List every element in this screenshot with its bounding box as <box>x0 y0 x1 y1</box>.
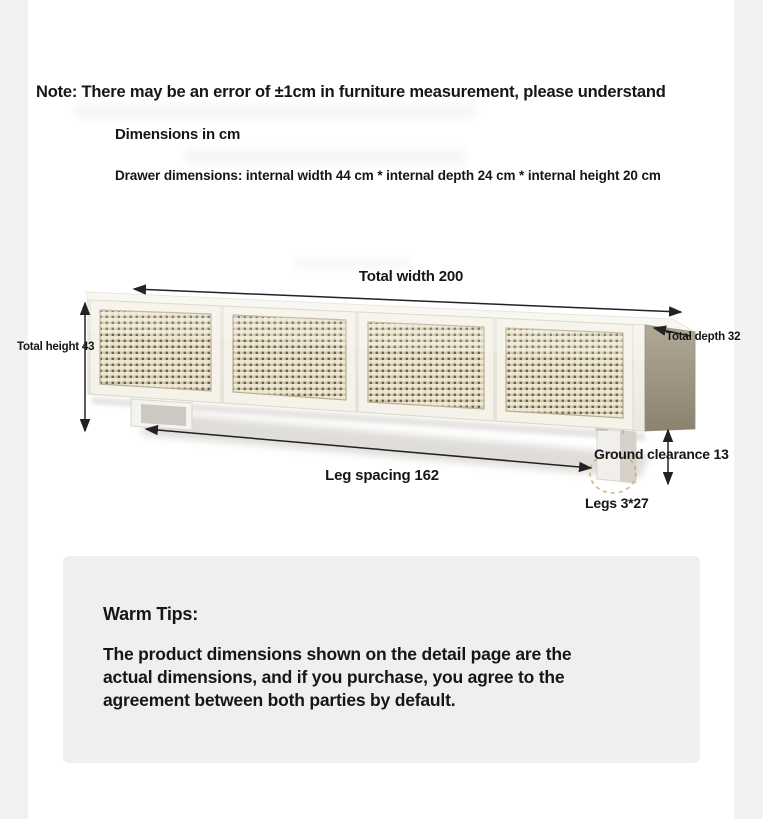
leg-spacing-label: Leg spacing 162 <box>325 467 439 484</box>
total-height-label: Total height 43 <box>17 341 95 353</box>
left-leg <box>131 399 192 430</box>
warm-tips-heading: Warm Tips: <box>103 604 199 624</box>
warm-tips-line: agreement between both parties by default. <box>103 690 456 710</box>
measurement-note: Note: There may be an error of ±1cm in furniture measurement, please understand <box>36 83 666 101</box>
warm-tips-line: actual dimensions, and if you purchase, you agree to the <box>103 667 565 687</box>
warm-tips-line: The product dimensions shown on the detail page are the <box>103 644 572 664</box>
dimensions-unit-label: Dimensions in cm <box>115 126 241 143</box>
total-depth-label: Total depth 32 <box>666 331 741 343</box>
legs-size-label: Legs 3*27 <box>585 495 649 511</box>
ground-clearance-label: Ground clearance 13 <box>594 446 729 462</box>
warm-tips-box <box>63 556 700 763</box>
total-width-label: Total width 200 <box>358 268 464 285</box>
drawer-dimensions-label: Drawer dimensions: internal width 44 cm * internal depth 24 cm * internal height 20 cm <box>115 168 661 183</box>
